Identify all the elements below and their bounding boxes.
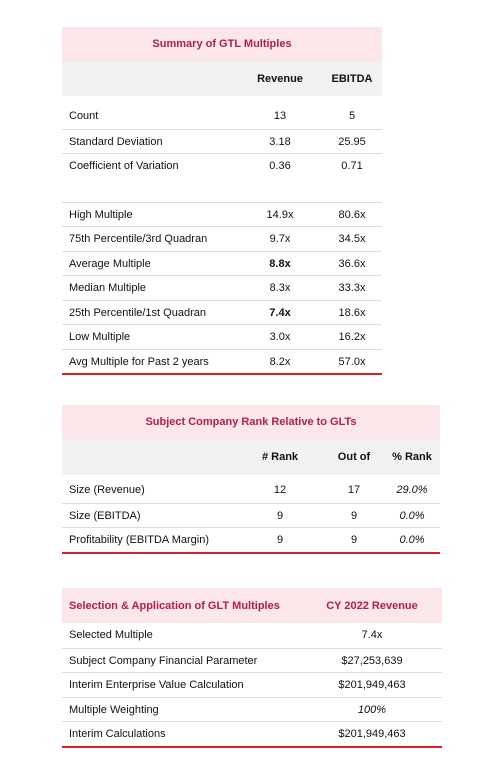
row-label: 25th Percentile/1st Quadran [69, 306, 206, 319]
row-label: Multiple Weighting [69, 703, 159, 716]
ebitda-value: 18.6x [338, 306, 366, 319]
row-label: Interim Enterprise Value Calculation [69, 679, 244, 691]
ebitda-value: 36.6x [338, 257, 366, 270]
table-row [62, 275, 382, 300]
table-row [62, 697, 442, 722]
gtl-summary-title: Summary of GTL Multiples [62, 27, 382, 62]
col-revenue-header: Revenue [257, 73, 303, 85]
revenue-value: 3.0x [269, 331, 291, 343]
revenue-value: 3.18 [269, 135, 291, 148]
table-row [62, 478, 440, 503]
revenue-value: 9.7x [269, 233, 291, 245]
rank-header [62, 440, 440, 475]
ebitda-value: 80.6x [338, 208, 366, 221]
row-label: Interim Calculations [69, 728, 166, 740]
row-label: Size (EBITDA) [69, 509, 141, 522]
table-row [62, 324, 382, 349]
out-of-value: 9 [350, 534, 358, 546]
row-label: High Multiple [69, 208, 133, 221]
row-value: $201,949,463 [338, 728, 406, 740]
table-row [62, 226, 382, 251]
table-row [62, 153, 382, 178]
table-row [62, 623, 442, 648]
row-label: Standard Deviation [69, 135, 163, 148]
table-row [62, 349, 382, 374]
row-value: $201,949,463 [338, 679, 406, 691]
pct-rank-value: 0.0% [399, 534, 425, 546]
revenue-value: 7.4x [269, 306, 291, 319]
ebitda-value: 16.2x [338, 331, 366, 343]
table-row [62, 721, 442, 746]
ebitda-value: 5 [348, 110, 356, 122]
table-row [62, 104, 382, 129]
row-label: Profitability (EBITDA Margin) [69, 534, 209, 546]
revenue-value: 8.2x [269, 355, 291, 368]
row-value: 100% [357, 703, 387, 716]
out-of-value: 9 [350, 509, 358, 522]
row-value: 7.4x [361, 629, 383, 641]
gtl-summary-table [62, 27, 382, 375]
ebitda-value: 34.5x [338, 233, 366, 245]
col-cy2022-revenue-header: CY 2022 Revenue [326, 600, 418, 612]
table-row [62, 202, 382, 227]
row-label: Median Multiple [69, 282, 147, 294]
row-value: $27,253,639 [341, 654, 403, 667]
out-of-value: 17 [347, 484, 361, 496]
rank-value: 12 [273, 484, 287, 496]
rank-table [62, 405, 440, 554]
table-row [62, 672, 442, 697]
gtl-summary-header [62, 62, 382, 96]
row-label: 75th Percentile/3rd Quadran [69, 233, 208, 245]
revenue-value: 13 [273, 110, 287, 122]
rank-value: 9 [276, 509, 284, 522]
row-label: Size (Revenue) [69, 484, 145, 496]
revenue-value: 0.36 [269, 160, 291, 172]
table-row [62, 129, 382, 154]
col-ebitda-header: EBITDA [331, 73, 373, 85]
row-label: Average Multiple [69, 257, 151, 270]
ebitda-value: 33.3x [338, 282, 366, 294]
table-row [62, 527, 440, 552]
pct-rank-value: 29.0% [396, 484, 428, 496]
row-label: Avg Multiple for Past 2 years [69, 355, 209, 368]
revenue-value: 14.9x [266, 208, 294, 221]
rank-title: Subject Company Rank Relative to GLTs [62, 405, 440, 440]
table-row [62, 300, 382, 325]
table-row [62, 251, 382, 276]
col-pct-rank-header: % Rank [392, 451, 432, 463]
row-label: Count [69, 110, 99, 122]
ebitda-value: 0.71 [341, 160, 363, 172]
col-out-of-header: Out of [337, 451, 371, 463]
revenue-value: 8.3x [269, 282, 291, 294]
row-label: Low Multiple [69, 331, 131, 343]
table-row [62, 648, 442, 673]
ebitda-value: 25.95 [338, 135, 366, 148]
row-label: Selected Multiple [69, 629, 153, 641]
col-rank-header: # Rank [261, 451, 299, 463]
revenue-value: 8.8x [269, 257, 291, 270]
rank-value: 9 [276, 534, 284, 546]
selection-table [62, 588, 442, 748]
pct-rank-value: 0.0% [399, 509, 425, 522]
ebitda-value: 57.0x [338, 355, 366, 368]
row-label: Subject Company Financial Parameter [69, 654, 258, 667]
row-label: Coefficient of Variation [69, 160, 179, 172]
selection-title: Selection & Application of GLT Multiples [69, 600, 280, 612]
table-row [62, 503, 440, 528]
selection-header [62, 588, 442, 623]
